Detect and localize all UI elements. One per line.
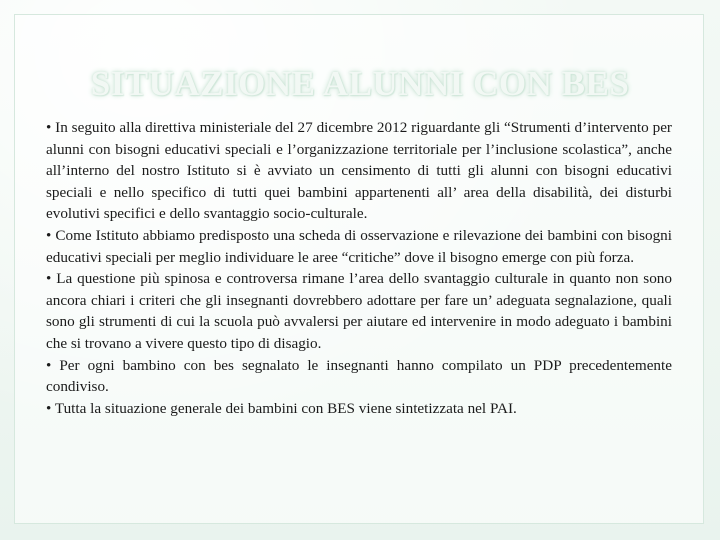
slide-body <box>46 117 672 419</box>
bullet-paragraph: • Tutta la situazione generale dei bambini con BES viene sintetizzata nel PAI. <box>46 399 517 417</box>
bullet-paragraph: • Come Istituto abbiamo predisposto una scheda di osservazione e rilevazione dei bambini con bisogni educativi speciali per meglio individuare le aree “critiche” dove il bisogno emerge con più forza. <box>46 226 672 266</box>
bullet-paragraph: • La questione più spinosa e controversa rimane l’area dello svantaggio culturale in quanto non sono ancora chiari i criteri che gli insegnanti dovrebbero adottare per fare un’ adeguata segnalazione, quali sono gli strumenti di cui la scuola può avvalersi per aiutare ed intervenire in modo adeguato i bambini che si trovano a vivere questo tipo di disagio. <box>46 270 672 352</box>
bullet-paragraph: • Per ogni bambino con bes segnalato le insegnanti hanno compilato un PDP precedentemente condiviso. <box>46 356 672 396</box>
bullet-paragraph: • In seguito alla direttiva ministeriale del 27 dicembre 2012 riguardante gli “Strumenti d’intervento per alunni con bisogni educativi speciali e l’organizzazione territoriale per l’inclusione scolastica”, anche all’interno del nostro Istituto si è avviato un censimento di tutti gli alunni con bisogni educativi speciali e nello specifico di tutti quei bambini appartenenti all’ area della disabilità, dei disturbi evolutivi specifici e dello svantaggio socio-culturale. <box>46 119 672 223</box>
slide-title: SITUAZIONE ALUNNI CON BES <box>90 64 630 103</box>
